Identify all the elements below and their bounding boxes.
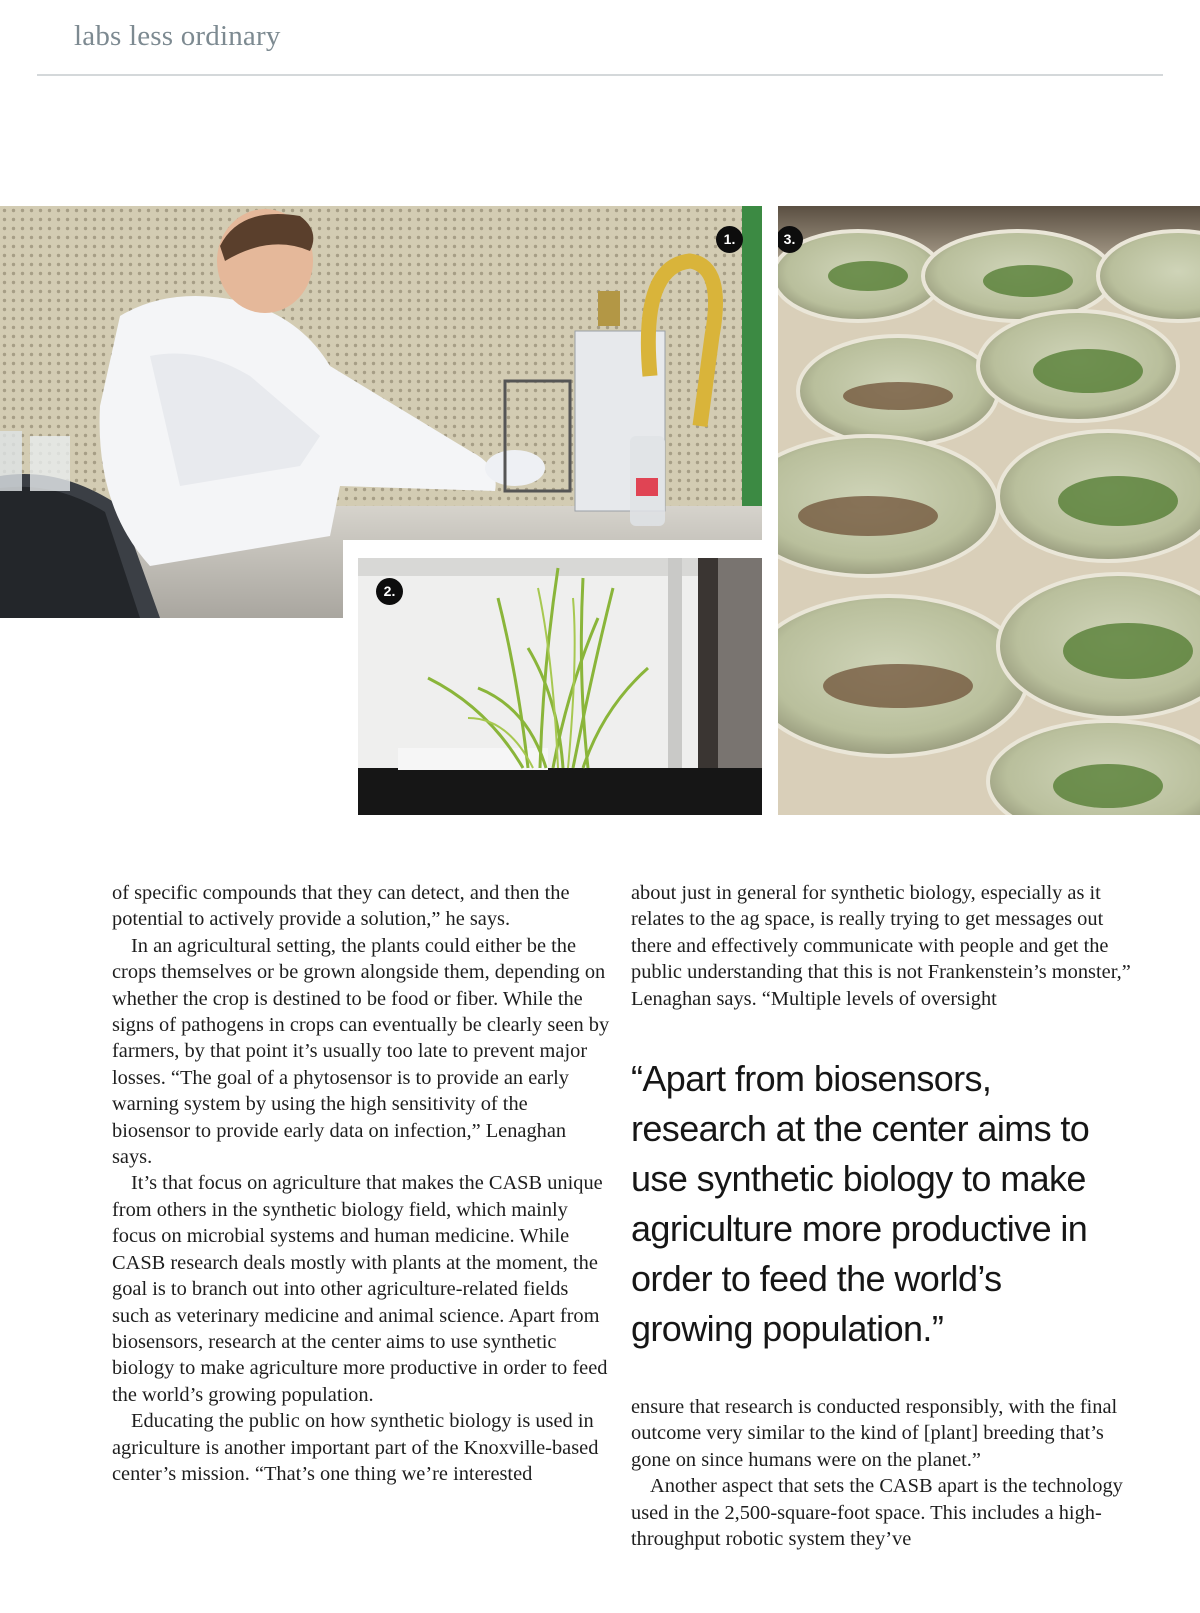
photo-spacer	[343, 540, 358, 815]
article-paragraph: In an agricultural setting, the plants could either be the crops themselves or be grown alongside them, depending on whether the crop is destined to be food or fiber. While the signs of pathogens in crops can eventually be clearly seen by farmers, by that point it’s usually too late to prevent major losses. “The goal of a phytosensor is to provide an early warning system by using the high sensitivity of the biosensor to provide early data on infection,” Lenaghan says.	[112, 934, 610, 1169]
photo-petri-dishes	[778, 206, 1200, 815]
header-divider	[37, 74, 1163, 76]
photo-number-badge: 2.	[376, 578, 403, 605]
pull-quote: “Apart from biosensors, research at the center aims to use synthetic biology to make agriculture more productive in order to feed the world’s growing population.”	[631, 1058, 1090, 1350]
article-paragraph: ensure that research is conducted responsibly, with the final outcome very similar to the kind of [plant] breeding that’s gone on since humans were on the planet.”	[631, 1396, 1118, 1471]
photo-number-badge: 1.	[716, 226, 743, 253]
article-column-left	[112, 880, 610, 1487]
article-paragraph: of specific compounds that they can detect, and then the potential to actively provide a solution,” he says.	[112, 882, 570, 931]
article-paragraph: Another aspect that sets the CASB apart is the technology used in the 2,500-square-foot space. This includes a high-throughput robotic system they’ve	[631, 1475, 1123, 1551]
photo-spacer	[343, 540, 762, 558]
photo-number-badge: 3.	[778, 226, 803, 253]
article-column-right	[631, 880, 1131, 1552]
section-header: labs less ordinary	[74, 20, 281, 52]
photo-plant-growth-chamber	[358, 558, 762, 815]
article-paragraph: Educating the public on how synthetic biology is used in agriculture is another important part of the Knoxville-based center’s mission. “That’s one thing we’re interested	[112, 1410, 599, 1485]
article-paragraph: about just in general for synthetic biology, especially as it relates to the ag space, is really trying to get messages out there and effectively communicate with people and get the public understanding that this is not Frankenstein’s monster,” Lenaghan says. “Multiple levels of oversight	[631, 882, 1131, 1010]
article-paragraph: It’s that focus on agriculture that makes the CASB unique from others in the synthetic biology field, which mainly focus on microbial systems and human medicine. While CASB research deals mostly with plants at the moment, the goal is to branch out into other agriculture-related fields such as veterinary medicine and animal science. Apart from biosensors, research at the center aims to use synthetic biology to make agriculture more productive in order to feed the world’s growing population.	[112, 1172, 608, 1406]
